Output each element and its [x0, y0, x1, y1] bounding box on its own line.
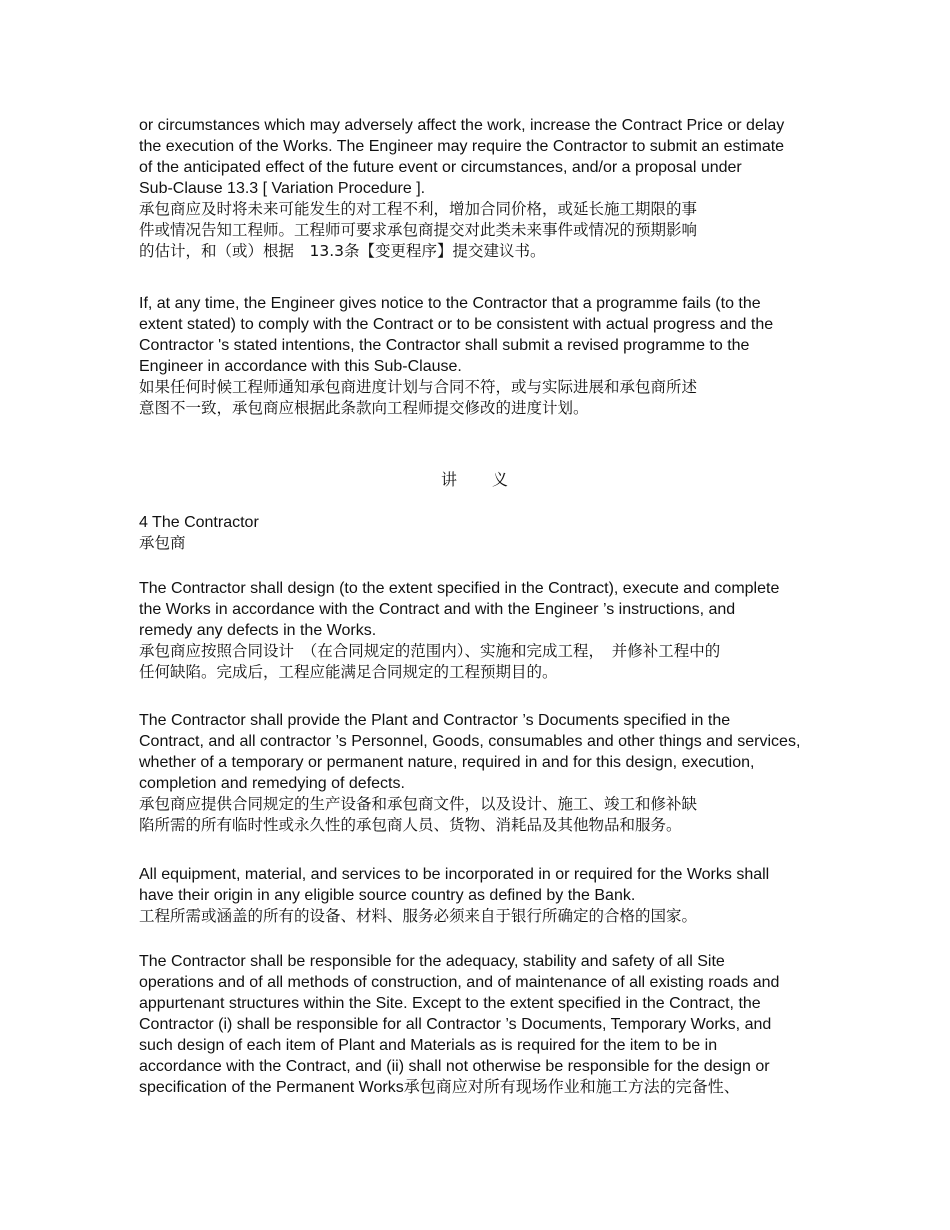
- responsibility-paragraph: [139, 951, 944, 1098]
- section-title-zh: 承包商: [139, 534, 186, 552]
- text-line: All equipment, material, and services to be incorporated in or required for the Works shall: [139, 866, 770, 883]
- text-line: accordance with the Contract, and (ii) shall not otherwise be responsible for the design or: [139, 1058, 770, 1075]
- top-paragraph: [139, 115, 944, 262]
- text-line: The Contractor shall design (to the extent specified in the Contract), execute and complete: [139, 580, 780, 597]
- text-line: 陷所需的所有临时性或永久性的承包商人员、货物、消耗品及其他物品和服务。: [139, 816, 682, 834]
- lecture-heading: 讲 义: [440, 470, 509, 489]
- text-line: The Contractor shall be responsible for the adequacy, stability and safety of all Site: [139, 953, 725, 970]
- text-line: 承包商应及时将未来可能发生的对工程不利，增加合同价格，或延长施工期限的事: [139, 200, 698, 218]
- section-title-en: 4 The Contractor: [139, 514, 259, 531]
- provide-paragraph: [139, 710, 944, 836]
- text-line: or circumstances which may adversely affect the work, increase the Contract Price or delay: [139, 117, 785, 134]
- section-heading: [139, 512, 944, 554]
- text-line: Sub-Clause 13.3 [ Variation Procedure ].: [139, 180, 426, 197]
- text-line: 意图不一致，承包商应根据此条款向工程师提交修改的进度计划。: [139, 399, 589, 417]
- text-line: Contractor 's stated intentions, the Contractor shall submit a revised programme to the: [139, 337, 750, 354]
- revised-programme-paragraph: [139, 293, 944, 419]
- text-line: extent stated) to comply with the Contract or to be consistent with actual progress and the: [139, 316, 774, 333]
- text-line: of the anticipated effect of the future event or circumstances, and/or a proposal under: [139, 159, 742, 176]
- text-line: 任何缺陷。完成后，工程应能满足合同规定的工程预期目的。: [139, 663, 558, 681]
- text-line: 承包商应提供合同规定的生产设备和承包商文件，以及设计、施工、竣工和修补缺: [139, 795, 698, 813]
- text-line: operations and of all methods of construction, and of maintenance of all existing roads and: [139, 974, 780, 991]
- text-line: 如果任何时候工程师通知承包商进度计划与合同不符，或与实际进展和承包商所述: [139, 378, 698, 396]
- text-line: have their origin in any eligible source country as defined by the Bank.: [139, 887, 636, 904]
- text-line: the execution of the Works. The Engineer may require the Contractor to submit an estimate: [139, 138, 785, 155]
- text-line: specification of the Permanent Works承包商应对所有现场作业和施工方法的完备性、: [139, 1079, 740, 1096]
- text-line: The Contractor shall provide the Plant and Contractor ’s Documents specified in the: [139, 712, 731, 729]
- text-line: 承包商应按照合同设计 （在合同规定的范围内）、实施和完成工程， 并修补工程中的: [139, 642, 721, 660]
- text-line: Contractor (i) shall be responsible for all Contractor ’s Documents, Temporary Works, and: [139, 1016, 772, 1033]
- text-line: 的估计，和（或）根据 13.3条【变更程序】提交建议书。: [139, 242, 546, 260]
- text-line: completion and remedying of defects.: [139, 775, 405, 792]
- text-line: 工程所需或涵盖的所有的设备、材料、服务必须来自于银行所确定的合格的国家。: [139, 907, 698, 925]
- text-line: If, at any time, the Engineer gives notice to the Contractor that a programme fails (to the: [139, 295, 761, 312]
- text-line: the Works in accordance with the Contract and with the Engineer ’s instructions, and: [139, 601, 736, 618]
- text-line: remedy any defects in the Works.: [139, 622, 377, 639]
- equipment-paragraph: [139, 864, 944, 927]
- design-paragraph: [139, 578, 944, 683]
- text-line: 件或情况告知工程师。工程师可要求承包商提交对此类未来事件或情况的预期影响: [139, 221, 698, 239]
- text-line: whether of a temporary or permanent nature, required in and for this design, execution,: [139, 754, 755, 771]
- text-line: Contract, and all contractor ’s Personnel, Goods, consumables and other things and services,: [139, 733, 801, 750]
- text-line: appurtenant structures within the Site. Except to the extent specified in the Contract, the: [139, 995, 761, 1012]
- text-line: such design of each item of Plant and Materials as is required for the item to be in: [139, 1037, 718, 1054]
- text-line: Engineer in accordance with this Sub-Clause.: [139, 358, 462, 375]
